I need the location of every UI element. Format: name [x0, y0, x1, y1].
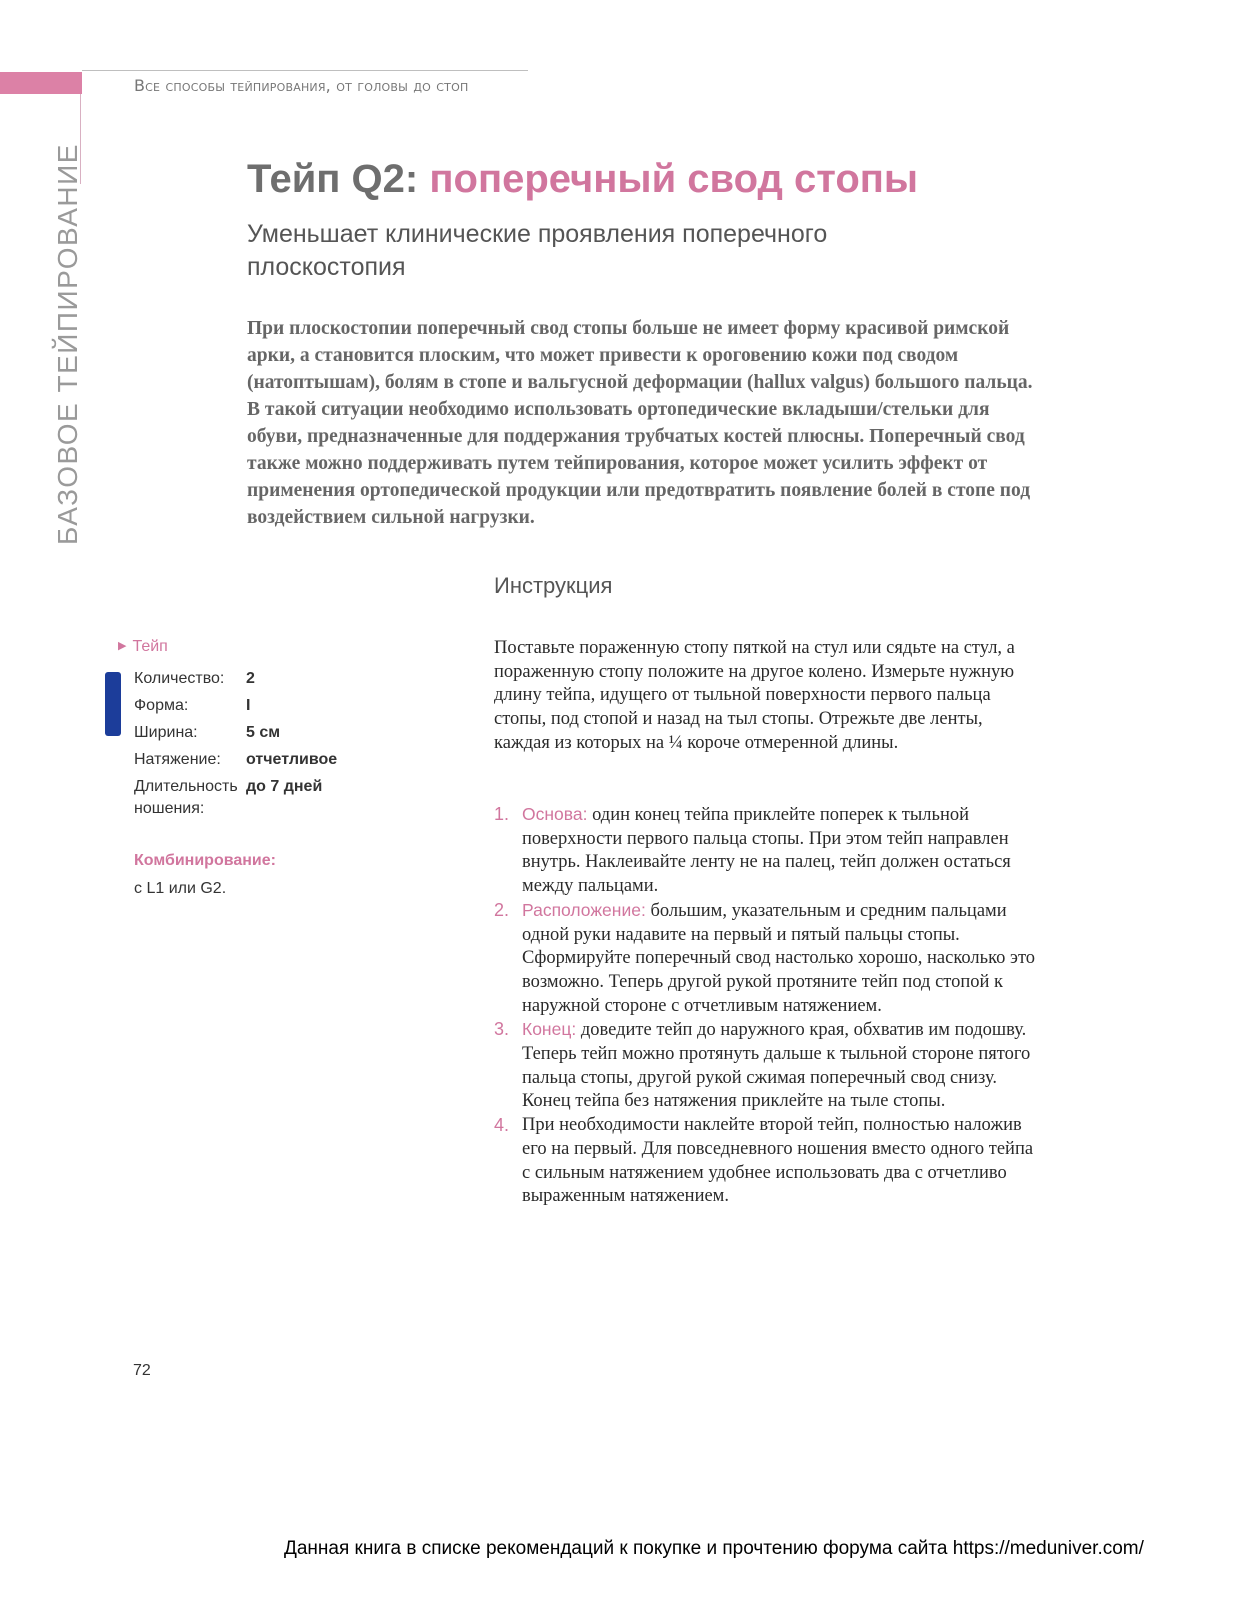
triangle-right-icon: ▶: [118, 640, 127, 652]
spec-key: Длительность ношения:: [134, 778, 238, 817]
spec-value: I: [246, 697, 251, 714]
spec-value: 5 см: [246, 724, 281, 741]
combination-text: с L1 или G2.: [134, 880, 227, 897]
instructions-intro: Поставьте пораженную стопу пяткой на стул или сядьте на стул, а пораженную стопу положите на другое колено. Измерьте нужную длину тейпа, идущего от тыльной поверхности первого пальца стопы, под стопой и назад на тыл стопы. Отрежьте две ленты, каждая из которых на ¼ короче отмеренной длины.: [494, 638, 1015, 753]
step-body: [522, 1114, 1039, 1209]
footer-note: Данная книга в списке рекомендаций к покупке и прочтению форума сайта https://meduniver.com/: [284, 1538, 1144, 1559]
combination-label: Комбинирование:: [134, 852, 276, 869]
spec-key: Количество:: [134, 670, 225, 687]
section-label-vertical: БАЗОВОЕ ТЕЙПИРОВАНИЕ: [52, 143, 83, 545]
spec-row-quantity: [134, 665, 337, 692]
step-item: [494, 1018, 1039, 1114]
step-body: [522, 899, 1039, 1019]
spec-value: 2: [246, 670, 255, 687]
step-number: 1.: [494, 804, 510, 824]
step-label: Основа:: [522, 804, 588, 824]
spec-table: [134, 665, 337, 820]
title-accent: поперечный свод стопы: [429, 157, 919, 201]
tape-label-text: Тейп: [132, 638, 168, 655]
spec-row-duration: [134, 773, 337, 820]
step-text: один конец тейпа приклейте поперек к тыльной поверхности первого пальца стопы. При этом тейп направлен внутрь. Наклеивайте ленту не на палец, тейп должен остаться между пальцами.: [522, 805, 1011, 897]
page-title: [247, 157, 918, 202]
spec-key: Ширина:: [134, 724, 198, 741]
page-subtitle: Уменьшает клинические проявления поперечного плоскостопия: [247, 220, 828, 281]
step-number: 3.: [494, 1019, 510, 1040]
step-item: [494, 803, 1039, 899]
step-text: При необходимости наклейте второй тейп, полностью наложив его на первый. Для повседневного ношения вместо одного тейпа с сильным натяжением удобнее использовать два с отчетливо выраженным натяжением.: [522, 1115, 1034, 1207]
step-text: большим, указательным и средним пальцами одной руки надавите на первый и пятый пальцы стопы. Сформируйте поперечный свод настолько хорошо, насколько это возможно. Теперь другой рукой протяните тейп под стопой к наружной стороне с отчетливым натяжением.: [522, 900, 1036, 1016]
step-number: 4.: [494, 1115, 510, 1136]
spec-key: Натяжение:: [134, 751, 221, 768]
header-accent-bar: [0, 72, 82, 94]
running-head: Все способы тейпирования, от головы до стоп: [134, 76, 469, 95]
title-prefix: Тейп Q2:: [247, 157, 419, 201]
step-item: [494, 1114, 1039, 1209]
step-label: Конец:: [522, 1019, 577, 1040]
spec-row-tension: [134, 746, 337, 773]
step-number: 2.: [494, 899, 510, 920]
tape-color-swatch: [105, 672, 121, 736]
step-body: [522, 1018, 1039, 1114]
page-number: 72: [133, 1362, 151, 1379]
spec-key: Форма:: [134, 697, 189, 714]
step-item: [494, 899, 1039, 1019]
instructions-heading: Инструкция: [494, 573, 613, 598]
step-text: доведите тейп до наружного края, обхватив им подошву. Теперь тейп можно протянуть дальше к тыльной стороне пятого пальца стопы, другой рукой сжимая поперечный свод снизу. Конец тейпа без натяжения приклейте на тыле стопы.: [522, 1020, 1031, 1112]
spec-row-width: [134, 719, 337, 746]
steps-list: [494, 803, 1039, 1209]
spec-value: до 7 дней: [246, 778, 323, 795]
step-label: Расположение:: [522, 899, 646, 920]
step-body: [522, 803, 1039, 899]
tape-label: [118, 638, 168, 656]
spec-row-shape: [134, 692, 337, 719]
intro-paragraph: При плоскостопии поперечный свод стопы больше не имеет форму красивой римской арки, а становится плоским, что может привести к ороговению кожи под сводом (натоптышам), болям в стопе и вальгусной деформации (hallux valgus) большого пальца. В такой ситуации необходимо использовать ортопедические вкладыши/стельки для обуви, предназначенные для поддержания трубчатых костей плюсны. Поперечный свод также можно поддерживать путем тейпирования, которое может усилить эффект от применения ортопедической продукции или предотвратить появление болей в стопе под воздействием сильной нагрузки.: [247, 318, 1033, 528]
spec-value: отчетливое: [246, 751, 338, 768]
header-rule: [82, 70, 528, 71]
